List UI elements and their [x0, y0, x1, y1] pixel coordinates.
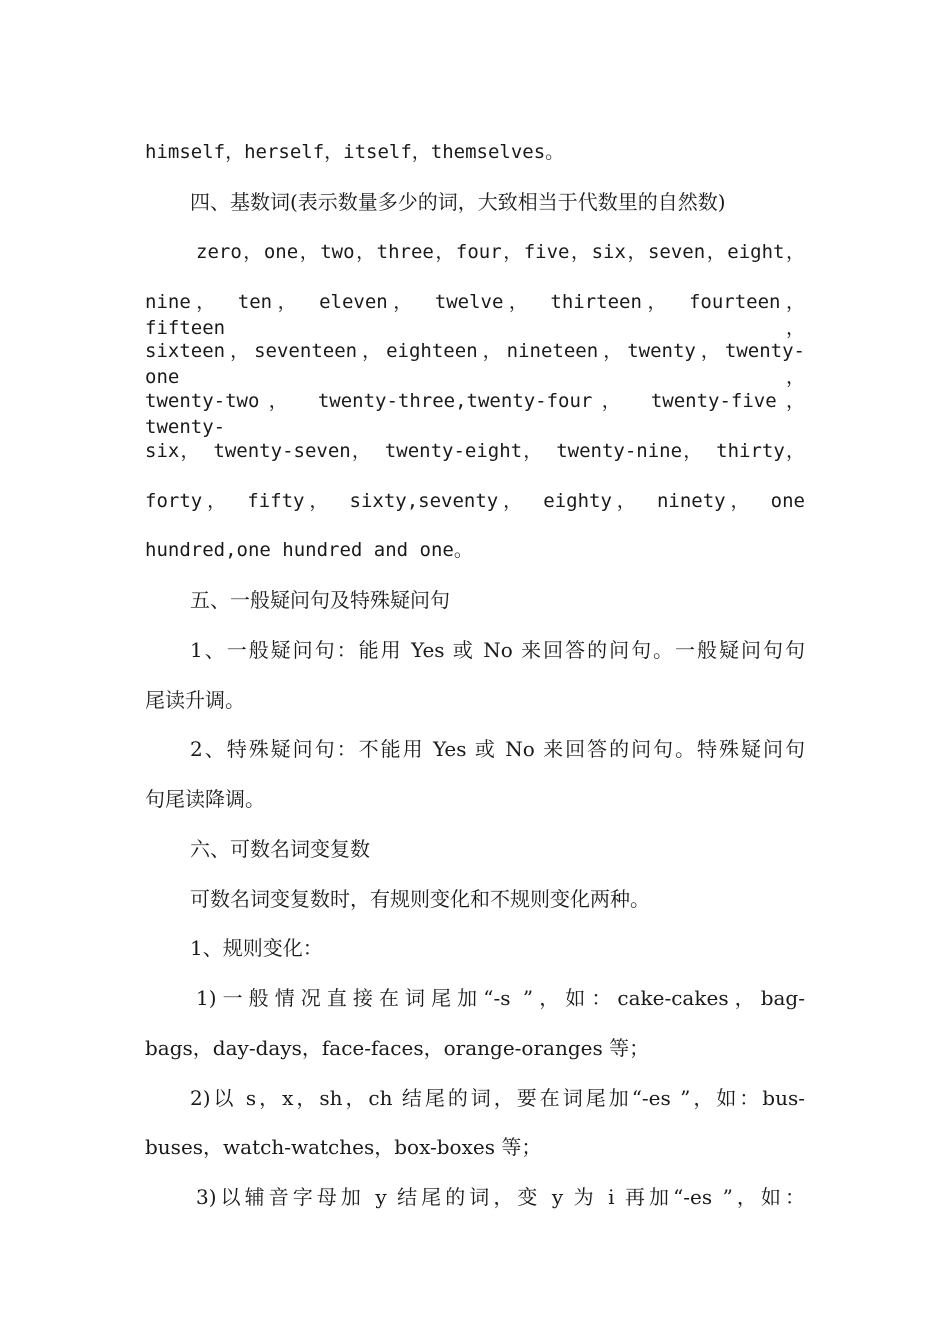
text-line-1: himself，herself，itself，themselves。	[145, 141, 565, 163]
text-line-3: zero，one，two，three，four，five，six，seven，eight，	[196, 241, 805, 263]
text-line-14: 句尾读降调。	[145, 787, 265, 811]
text-line-17: 1、规则变化：	[190, 936, 323, 960]
text-line-9: hundred,one hundred and one。	[145, 539, 473, 561]
section-heading-plural-nouns: 六、可数名词变复数	[190, 837, 370, 861]
text-line-16: 可数名词变复数时，有规则变化和不规则变化两种。	[190, 887, 650, 911]
text-line-21: buses，watch-watches，box-boxes 等；	[145, 1135, 542, 1159]
text-line-8: forty， fifty， sixty,seventy， eighty， ninety， one	[145, 490, 805, 512]
text-line-20: 2)以 s，x，sh，ch 结尾的词，要在词尾加“-es ”，如：bus-	[190, 1086, 805, 1110]
text-line-7: six， twenty-seven， twenty-eight， twenty-nine， thirty，	[145, 440, 805, 462]
text-line-11: 1、一般疑问句：能用 Yes 或 No 来回答的问句。一般疑问句句	[190, 638, 805, 662]
text-line-4: nine， ten， eleven， twelve， thirteen， fourteen， fifteen，	[145, 291, 805, 339]
text-line-13: 2、特殊疑问句：不能用 Yes 或 No 来回答的问句。特殊疑问句	[190, 737, 805, 761]
text-line-18: 1)一般情况直接在词尾加“-s ”，如：cake-cakes，bag-	[196, 986, 805, 1010]
text-line-22: 3)以辅音字母加 y 结尾的词，变 y 为 i 再加“-es ”，如：	[196, 1185, 805, 1209]
section-heading-cardinal-numbers: 四、基数词(表示数量多少的词，大致相当于代数里的自然数)	[190, 190, 726, 214]
text-line-5: sixteen，seventeen，eighteen，nineteen，twenty，twenty-one，	[145, 340, 805, 388]
text-line-19: bags，day-days，face-faces，orange-oranges 等；	[145, 1036, 650, 1060]
text-line-6: twenty-two， twenty-three,twenty-four， twenty-five， twenty-	[145, 390, 805, 438]
text-line-12: 尾读升调。	[145, 688, 245, 712]
section-heading-questions: 五、一般疑问句及特殊疑问句	[190, 588, 450, 612]
